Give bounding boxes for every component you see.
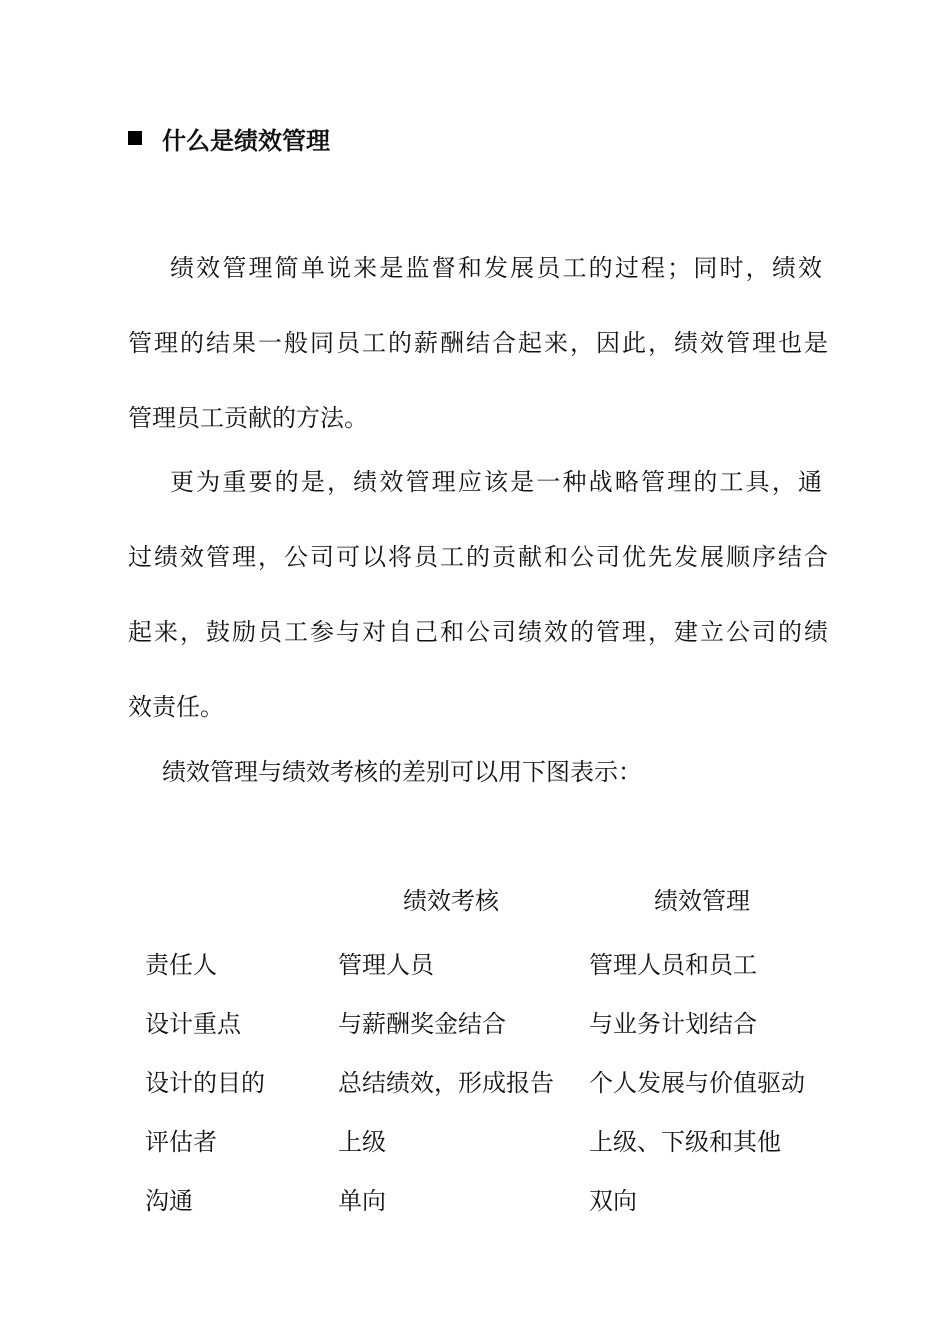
- table-row-5-management: 双向: [589, 1187, 637, 1215]
- paragraph-3-line-1: 绩效管理与绩效考核的差别可以用下图表示：: [162, 758, 642, 786]
- paragraph-1-line-1: 绩效管理简单说来是监督和发展员工的过程；同时，绩效: [170, 254, 822, 282]
- table-row-4-appraisal: 上级: [338, 1128, 386, 1156]
- table-row-2-management: 与业务计划结合: [589, 1010, 757, 1038]
- table-row-2-label: 设计重点: [145, 1010, 241, 1038]
- table-row-5-appraisal: 单向: [338, 1187, 386, 1215]
- paragraph-2-line-1: 更为重要的是，绩效管理应该是一种战略管理的工具，通: [170, 468, 822, 496]
- paragraph-2-line-2: 过绩效管理，公司可以将员工的贡献和公司优先发展顺序结合: [128, 543, 828, 571]
- table-row-3-management: 个人发展与价值驱动: [589, 1069, 805, 1097]
- table-row-2-appraisal: 与薪酬奖金结合: [338, 1010, 506, 1038]
- paragraph-1-line-3: 管理员工贡献的方法。: [128, 404, 368, 432]
- table-row-1-label: 责任人: [145, 951, 217, 979]
- section-heading: [128, 120, 330, 156]
- table-row-5-label: 沟通: [145, 1187, 193, 1215]
- table-row-1-management: 管理人员和员工: [589, 951, 757, 979]
- table-header-appraisal: 绩效考核: [403, 887, 499, 915]
- table-row-3-label: 设计的目的: [145, 1069, 265, 1097]
- section-heading-text: 什么是绩效管理: [162, 126, 330, 155]
- paragraph-2-line-3: 起来，鼓励员工参与对自己和公司绩效的管理，建立公司的绩: [128, 618, 828, 646]
- table-row-3-appraisal: 总结绩效，形成报告: [338, 1069, 554, 1097]
- table-header-management: 绩效管理: [654, 887, 750, 915]
- table-row-1-appraisal: 管理人员: [338, 951, 434, 979]
- square-bullet-icon: [128, 131, 142, 145]
- paragraph-1-line-2: 管理的结果一般同员工的薪酬结合起来，因此，绩效管理也是: [128, 329, 828, 357]
- paragraph-2-line-4: 效责任。: [128, 693, 224, 721]
- table-row-4-label: 评估者: [145, 1128, 217, 1156]
- table-row-4-management: 上级、下级和其他: [589, 1128, 781, 1156]
